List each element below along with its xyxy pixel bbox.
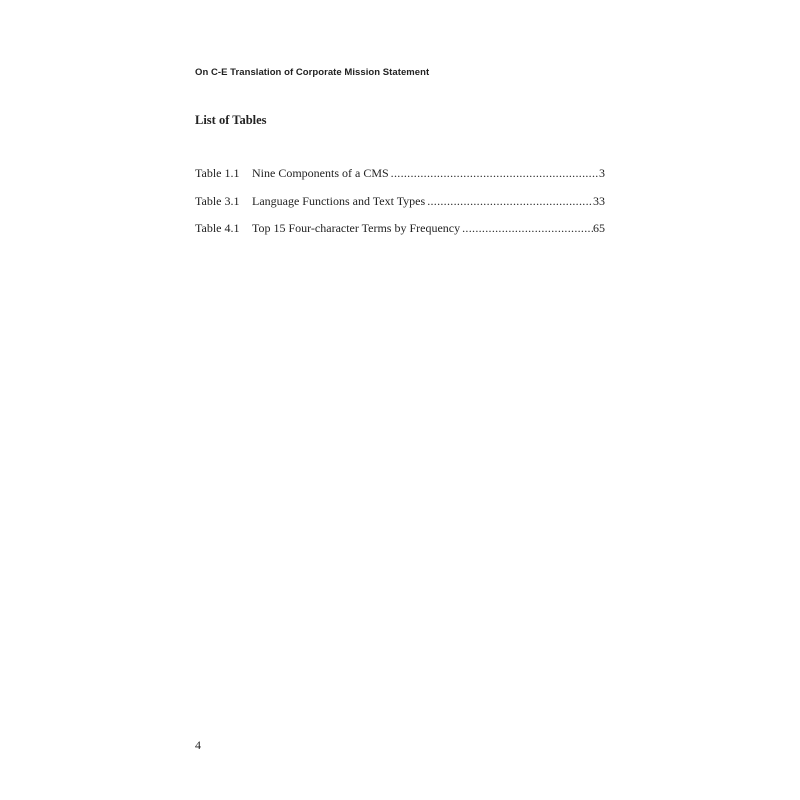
table-number: Table 4.1 [195,221,240,235]
dot-leader [391,166,599,181]
running-header: On C-E Translation of Corporate Mission Statement [195,67,430,78]
section-title: List of Tables [195,113,267,127]
table-number: Table 1.1 [195,166,240,180]
page-number: 4 [195,738,201,752]
table-entry-4-1 [195,221,605,249]
table-title: Top 15 Four-character Terms by Frequency [252,221,461,235]
dot-leader [427,194,593,209]
dot-leader [462,221,593,236]
table-title: Language Functions and Text Types [252,193,426,208]
table-entry-3-1 [195,194,605,222]
list-of-tables [195,166,605,249]
table-page-number: 3 [599,166,605,180]
table-page-number: 33 [593,193,605,208]
table-number: Table 3.1 [195,193,240,208]
table-title: Nine Components of a CMS [252,166,389,180]
table-entry-1-1 [195,166,605,194]
table-page-number: 65 [593,221,605,235]
